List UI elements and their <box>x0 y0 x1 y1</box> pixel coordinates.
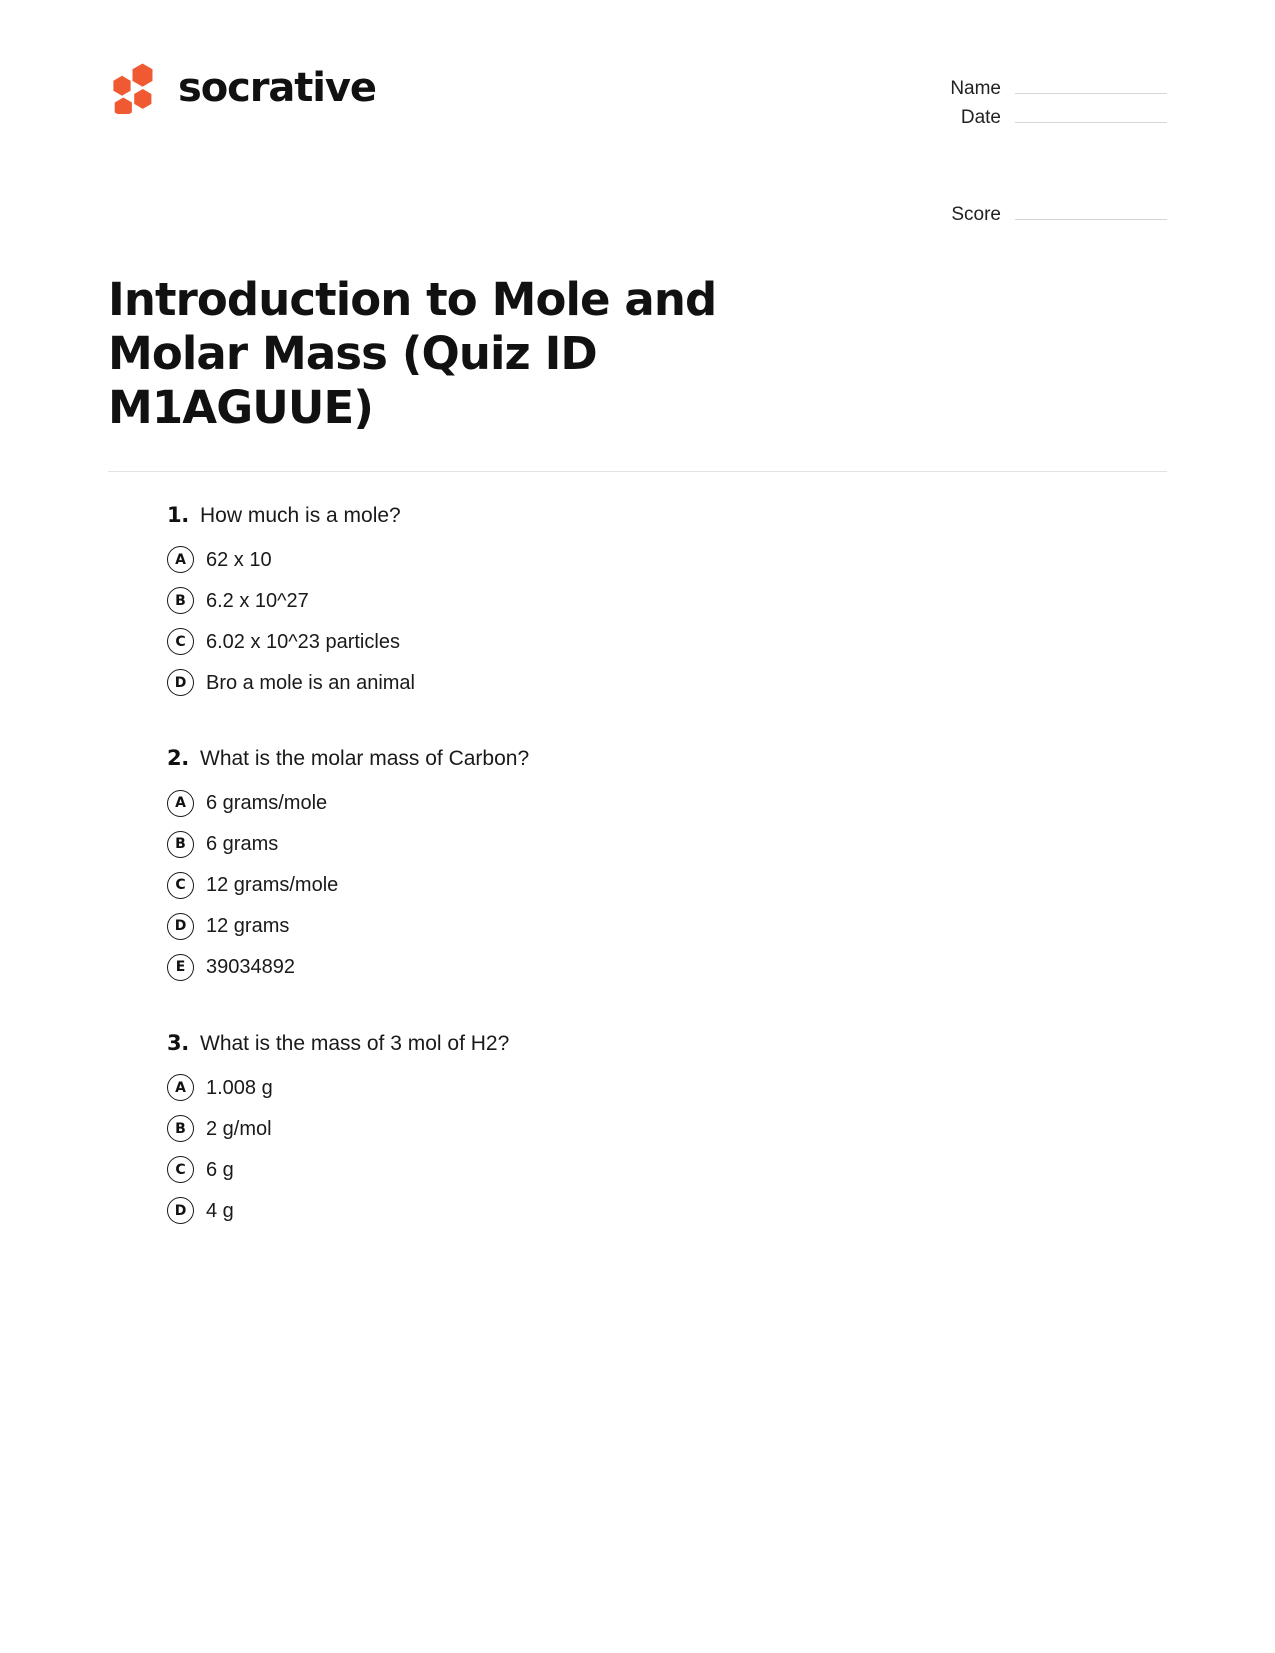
question-text: What is the mass of 3 mol of H2? <box>200 1031 510 1055</box>
answer-options <box>164 539 1167 703</box>
question-text: How much is a mole? <box>200 504 401 527</box>
answer-option[interactable] <box>164 1190 1167 1231</box>
answer-options <box>164 783 1167 988</box>
option-text: 6 g <box>206 1158 234 1181</box>
option-bubble-icon[interactable] <box>167 831 194 858</box>
page-header <box>108 0 1167 229</box>
option-bubble-icon[interactable] <box>167 1156 194 1183</box>
option-bubble-icon[interactable] <box>167 1197 194 1224</box>
option-text: 6.02 x 10^23 particles <box>206 630 400 653</box>
score-field-row <box>927 200 1167 229</box>
name-field-row <box>927 74 1167 103</box>
option-text: Bro a mole is an animal <box>206 671 415 694</box>
question-text: What is the molar mass of Carbon? <box>200 747 530 771</box>
question-number: 2. <box>167 746 189 771</box>
option-text: 6.2 x 10^27 <box>206 589 309 612</box>
option-letter: B <box>175 592 186 609</box>
question-block <box>164 745 1167 987</box>
option-text: 6 grams <box>206 833 279 856</box>
option-letter: C <box>175 877 186 894</box>
option-letter: D <box>174 1202 187 1219</box>
student-meta-fields <box>927 74 1167 229</box>
question-heading <box>164 745 1167 773</box>
date-write-in-line[interactable] <box>1015 103 1167 123</box>
option-bubble-icon[interactable] <box>167 954 194 981</box>
question-heading <box>164 502 1167 530</box>
option-bubble-icon[interactable] <box>167 1115 194 1142</box>
option-letter: D <box>174 674 187 691</box>
option-text: 12 grams/mole <box>206 874 339 897</box>
option-bubble-icon[interactable] <box>167 913 194 940</box>
name-write-in-line[interactable] <box>1015 74 1167 94</box>
answer-option[interactable] <box>164 906 1167 947</box>
answer-option[interactable] <box>164 947 1167 988</box>
option-bubble-icon[interactable] <box>167 669 194 696</box>
answer-options <box>164 1067 1167 1231</box>
option-bubble-icon[interactable] <box>167 1074 194 1101</box>
answer-option[interactable] <box>164 824 1167 865</box>
question-block <box>164 1030 1167 1231</box>
answer-option[interactable] <box>164 662 1167 703</box>
socrative-brand <box>108 62 376 114</box>
answer-option[interactable] <box>164 783 1167 824</box>
answer-option[interactable] <box>164 580 1167 621</box>
option-text: 1.008 g <box>206 1076 273 1099</box>
answer-option[interactable] <box>164 621 1167 662</box>
score-label: Score <box>951 204 1001 225</box>
brand-name: socrative <box>178 65 376 111</box>
option-letter: B <box>175 1120 186 1137</box>
questions-list <box>108 502 1167 1231</box>
option-letter: B <box>175 836 186 853</box>
question-block <box>164 502 1167 703</box>
option-bubble-icon[interactable] <box>167 790 194 817</box>
answer-option[interactable] <box>164 1149 1167 1190</box>
score-write-in-line[interactable] <box>1015 200 1167 220</box>
header-divider <box>108 471 1167 472</box>
option-text: 4 g <box>206 1199 234 1222</box>
option-letter: C <box>175 633 186 650</box>
socrative-hexagon-logo-icon <box>108 62 160 114</box>
option-letter: D <box>174 918 187 935</box>
question-heading <box>164 1030 1167 1058</box>
option-bubble-icon[interactable] <box>167 872 194 899</box>
option-text: 2 g/mol <box>206 1117 272 1140</box>
title-block <box>108 273 828 435</box>
option-text: 12 grams <box>206 915 290 938</box>
date-label: Date <box>960 107 1001 128</box>
page-title: Introduction to Mole and Molar Mass (Quiz ID M1AGUUE) <box>108 273 717 434</box>
option-text: 39034892 <box>206 956 295 979</box>
answer-option[interactable] <box>164 539 1167 580</box>
option-letter: A <box>175 551 186 568</box>
option-text: 6 grams/mole <box>206 792 328 815</box>
question-number: 1. <box>167 503 189 527</box>
name-label: Name <box>950 78 1001 99</box>
option-bubble-icon[interactable] <box>167 587 194 614</box>
option-letter: A <box>175 795 186 812</box>
option-text: 62 x 10 <box>206 548 272 571</box>
date-field-row <box>927 103 1167 132</box>
question-number: 3. <box>167 1030 189 1055</box>
option-bubble-icon[interactable] <box>167 628 194 655</box>
answer-option[interactable] <box>164 1067 1167 1108</box>
option-letter: C <box>175 1161 186 1178</box>
answer-option[interactable] <box>164 1108 1167 1149</box>
option-letter: A <box>175 1079 186 1096</box>
option-letter: E <box>175 959 186 976</box>
answer-option[interactable] <box>164 865 1167 906</box>
option-bubble-icon[interactable] <box>167 546 194 573</box>
